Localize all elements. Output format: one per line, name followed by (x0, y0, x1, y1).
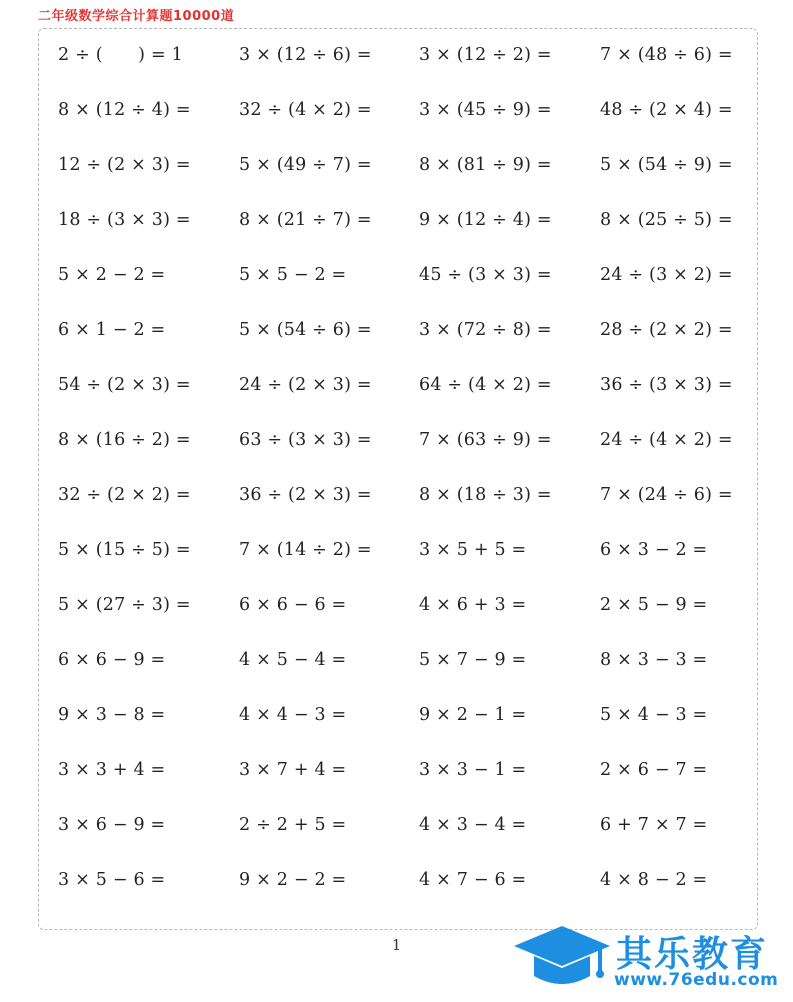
math-problem: 2 × 6 − 7 = (600, 760, 708, 780)
math-problem: 8 × 3 − 3 = (600, 650, 708, 670)
math-problem: 7 × (24 ÷ 6) = (600, 485, 733, 505)
math-problem: 3 × (12 ÷ 6) = (239, 45, 372, 65)
math-problem: 2 × 5 − 9 = (600, 595, 708, 615)
math-problem: 8 × (81 ÷ 9) = (419, 155, 552, 175)
math-problem: 18 ÷ (3 × 3) = (58, 210, 191, 230)
math-problem: 9 × 3 − 8 = (58, 705, 166, 725)
math-problem: 36 ÷ (3 × 3) = (600, 375, 733, 395)
math-problem: 6 × 1 − 2 = (58, 320, 166, 340)
problem-row (58, 315, 758, 370)
problem-row (58, 425, 758, 480)
math-problem: 64 ÷ (4 × 2) = (419, 375, 552, 395)
brand-url: www.76edu.com (614, 970, 779, 990)
problem-row (58, 260, 758, 315)
math-problem: 3 × 3 − 1 = (419, 760, 527, 780)
problem-row (58, 865, 758, 920)
math-problem: 4 × 5 − 4 = (239, 650, 347, 670)
math-problem: 63 ÷ (3 × 3) = (239, 430, 372, 450)
math-problem: 5 × (54 ÷ 9) = (600, 155, 733, 175)
math-problem: 3 × (45 ÷ 9) = (419, 100, 552, 120)
math-problem: 24 ÷ (4 × 2) = (600, 430, 733, 450)
math-problem: 5 × 5 − 2 = (239, 265, 347, 285)
math-problem: 2 ÷ ( ) = 1 (58, 45, 183, 65)
math-problem: 6 × 6 − 6 = (239, 595, 347, 615)
math-problem: 8 × (12 ÷ 4) = (58, 100, 191, 120)
problem-row (58, 535, 758, 590)
worksheet-frame (38, 28, 758, 930)
math-problem: 9 × 2 − 1 = (419, 705, 527, 725)
math-problem: 8 × (18 ÷ 3) = (419, 485, 552, 505)
math-problem: 24 ÷ (2 × 3) = (239, 375, 372, 395)
math-problem: 6 × 3 − 2 = (600, 540, 708, 560)
problem-row (58, 370, 758, 425)
math-problem: 4 × 4 − 3 = (239, 705, 347, 725)
math-problem: 3 × 5 + 5 = (419, 540, 527, 560)
math-problem: 54 ÷ (2 × 3) = (58, 375, 191, 395)
math-problem: 6 × 6 − 9 = (58, 650, 166, 670)
math-problem: 5 × (49 ÷ 7) = (239, 155, 372, 175)
math-problem: 32 ÷ (4 × 2) = (239, 100, 372, 120)
math-problem: 36 ÷ (2 × 3) = (239, 485, 372, 505)
math-problem: 4 × 7 − 6 = (419, 870, 527, 890)
problem-row (58, 590, 758, 645)
math-problem: 2 ÷ 2 + 5 = (239, 815, 347, 835)
problem-row (58, 150, 758, 205)
problem-row (58, 480, 758, 535)
problem-row (58, 645, 758, 700)
math-problem: 4 × 3 − 4 = (419, 815, 527, 835)
problem-row (58, 205, 758, 260)
problem-grid (58, 29, 758, 920)
math-problem: 8 × (21 ÷ 7) = (239, 210, 372, 230)
math-problem: 3 × 3 + 4 = (58, 760, 166, 780)
math-problem: 4 × 8 − 2 = (600, 870, 708, 890)
math-problem: 6 + 7 × 7 = (600, 815, 708, 835)
page-title: 二年级数学综合计算题10000道 (38, 9, 235, 24)
math-problem: 8 × (16 ÷ 2) = (58, 430, 191, 450)
problem-row (58, 810, 758, 865)
math-problem: 5 × 4 − 3 = (600, 705, 708, 725)
brand-name: 其乐教育 (616, 934, 769, 975)
math-problem: 3 × 5 − 6 = (58, 870, 166, 890)
math-problem: 24 ÷ (3 × 2) = (600, 265, 733, 285)
math-problem: 5 × 2 − 2 = (58, 265, 166, 285)
math-problem: 3 × (72 ÷ 8) = (419, 320, 552, 340)
math-problem: 3 × 6 − 9 = (58, 815, 166, 835)
problem-row (58, 40, 758, 95)
math-problem: 4 × 6 + 3 = (419, 595, 527, 615)
math-problem: 12 ÷ (2 × 3) = (58, 155, 191, 175)
problem-row (58, 755, 758, 810)
problem-row (58, 95, 758, 150)
math-problem: 9 × (12 ÷ 4) = (419, 210, 552, 230)
math-problem: 8 × (25 ÷ 5) = (600, 210, 733, 230)
math-problem: 5 × (15 ÷ 5) = (58, 540, 191, 560)
math-problem: 5 × (27 ÷ 3) = (58, 595, 191, 615)
math-problem: 3 × (12 ÷ 2) = (419, 45, 552, 65)
math-problem: 32 ÷ (2 × 2) = (58, 485, 191, 505)
graduation-cap-icon (512, 924, 612, 996)
math-problem: 28 ÷ (2 × 2) = (600, 320, 733, 340)
math-problem: 45 ÷ (3 × 3) = (419, 265, 552, 285)
brand-logo (512, 924, 787, 996)
math-problem: 5 × 7 − 9 = (419, 650, 527, 670)
math-problem: 5 × (54 ÷ 6) = (239, 320, 372, 340)
math-problem: 3 × 7 + 4 = (239, 760, 347, 780)
math-problem: 7 × (63 ÷ 9) = (419, 430, 552, 450)
math-problem: 7 × (48 ÷ 6) = (600, 45, 733, 65)
page-number: 1 (391, 936, 402, 954)
math-problem: 7 × (14 ÷ 2) = (239, 540, 372, 560)
math-problem: 48 ÷ (2 × 4) = (600, 100, 733, 120)
math-problem: 9 × 2 − 2 = (239, 870, 347, 890)
problem-row (58, 700, 758, 755)
